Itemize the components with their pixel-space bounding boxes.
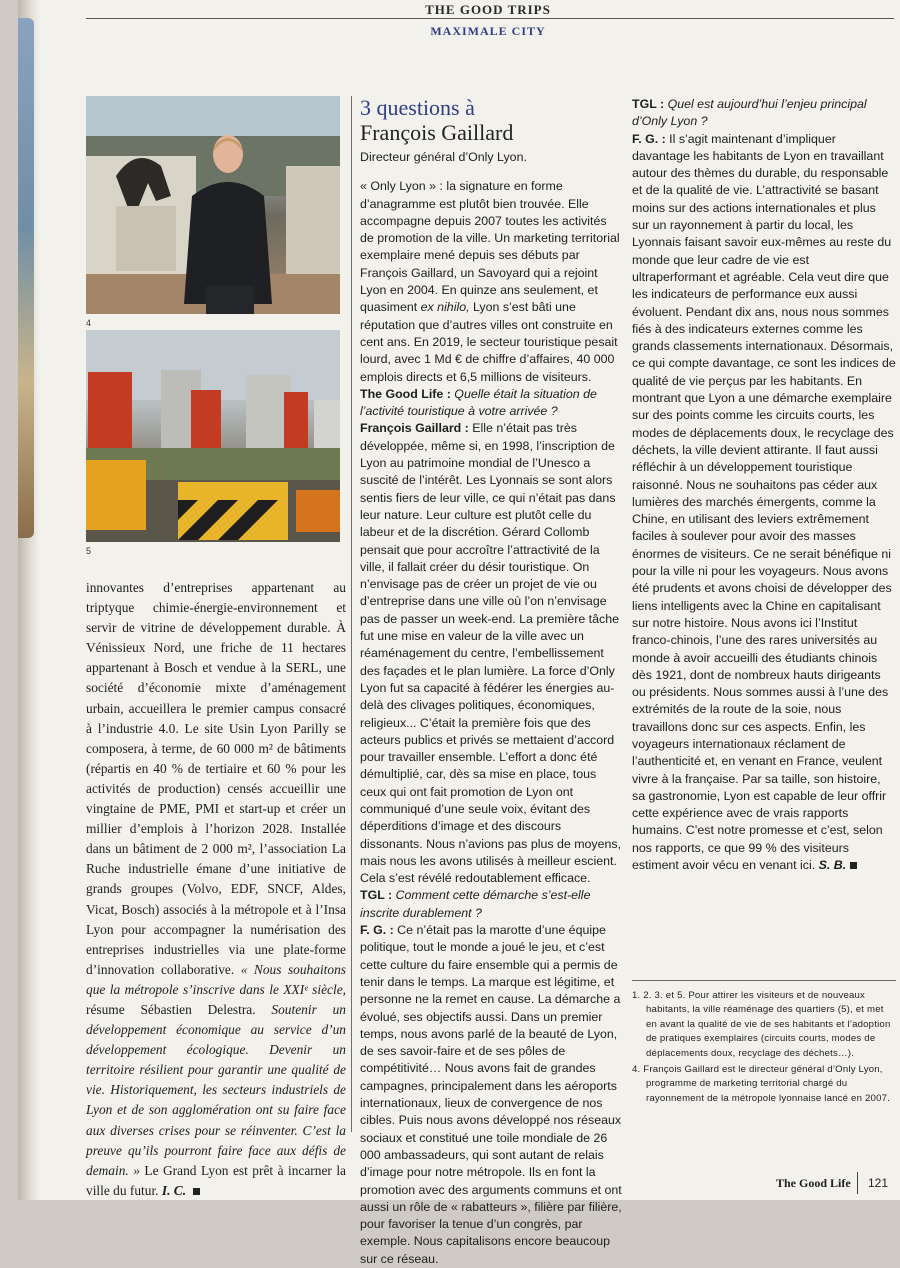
magazine-page: [18, 0, 900, 1266]
portrait-illustration: [86, 96, 340, 314]
answer-text: Il s’agit maintenant d’impliquer davantage les habitants de Lyon en travaillant autour des thèmes du durable, du responsable et de la qualité de vie. L’attractivité se basant moins sur des actions internationales et plus sur un rayonnement à partir du local, les Lyonnais faisant savoir eux-mêmes au reste du monde que leur cadre de vie est ultraperformant et agréable. Cela veut dire que les indicateurs de performance eux aussi évoluent. Pendant dix ans, nous nous sommes fiés à des indicateurs externes comme les grands classements internationaux. Désormais, ce qui compte davantage, ce sont les indices de qualité de vie perçus par les habitants. En montrant que Lyon a une démarche exemplaire sur des points comme les circuits courts, les modes de déplacements doux, le recyclage des déchets, la ville devient attirante. Il faut aussi réfléchir à un développement touristique raisonné. Nous ne souhaitons pas céder aux lumières des marchés émergents, comme la Chine, en utilisant des leviers extrêmement faciles à soulever pour avoir des masses énormes de visiteurs. Ce ne serait bénéfique ni pour la ville ni pour les voyageurs. Nous avons été prudents et avons choisi de développer des liens intelligents avec la Chine en capitalisant sur notre histoire. Nous avons ici l’Institut franco-chinois, l’une des rares universités au monde à avoir accueilli des étudiants chinois dès 1921, dont de nombreux hauts dirigeants ou présidents. Nous sommes aussi à l’une des extrémités de la route de la soie, nous travaillons donc sur ces aspects. Enfin, les voyageurs internationaux réclament de l’authenticité et, en venant en France, veulent vivre à la française. Par sa taille, son histoire, sa gastronomie, Lyon est capable de leur offrir cette expérience avec de vrais rapports humains. C’est notre promesse et c’est, selon nos rapports, ce que 99 % des visiteurs estiment avoir vécu en venant ici.: [632, 131, 896, 873]
intro-text: « Only Lyon » : la signature en forme d’anagramme est plutôt bien trouvée. Elle accompagne depuis 2007 toutes les activités de promotion de la ville. Un marketing territorial exemplaire mené depuis ses débuts par François Gaillard, un Savoyard qui a rejoint Lyon en 2004. En quinze ans seulement, et quasiment: [360, 179, 620, 315]
answer-text: Elle n’était pas très développée, même si, en 1998, l’inscription de Lyon au patrimoine mondial de l’Unesco a suscité de l’intérêt. Les Lyonnais se sont alors sentis fiers de leur ville, ce qui n’était pas dans leur nature. Leur culture est plutôt celle du labeur et de la discrétion. Gérard Collomb pensait que pour accroître l’attractivité de la ville, il fallait créer du désir touristique. On n’envisage pas de créer un projet de vie ou d’entreprise dans une ville où l’on n’envisage pas de passer un week-end. La première tâche fut une mise en valeur de la ville avec un réaménagement du centre, l’embellissement des façades et le plan lumière. La force d’Only Lyon fut sa capacité à fédérer les énergies au-delà des clivages politiques, économiques, religieux... C’était la première fois que des acteurs publics et privés se mettaient d’accord pour travailler ensemble. L’effort a donc été démultiplié, car, dès sa mise en place, tous ceux qui ont fait promotion de Lyon ont communiqué d’une seule voix, évitant des déperditions d’image et des discours dissonants. Nous n’avions pas plus de moyens, mais nous les avons utilisés à meilleur escient. Cela s’est révélé redoutablement efficace.: [360, 421, 622, 886]
header-rule: [86, 18, 894, 19]
question-label: The Good Life :: [360, 386, 451, 401]
caption: 4. François Gaillard est le directeur général d’Only Lyon, programme de marketing territorial chargé du rayonnement de la métropole lyonnaise lancé en 2007.: [632, 1064, 891, 1104]
answer-label: F. G. :: [632, 131, 666, 146]
question-1: [360, 386, 622, 421]
buildings-illustration: [86, 330, 340, 542]
question-label: TGL :: [632, 97, 665, 111]
quote-text: « Nous souhaitons que la métropole s’inscrive dans le XXIᵉ siècle,: [86, 961, 346, 997]
photo-portrait: [86, 96, 340, 314]
intro-text-2: Lyon s’est bâti une réputation que d’autres villes ont construite en cent ans. En 2019, le secteur touristique pesait lourd, avec 1 Md € de chiffre d’affaires, 40 000 emplois directs et 6,5 millions de visiteurs.: [360, 300, 618, 384]
article-text: innovantes d’entreprises appartenant au triptyque chimie-énergie-environnement et servir de vitrine de développement durable. À Vénissieux Nord, une friche de 11 hectares appartenant à Bosch et vendue à la SERL, une société d’économie mixte d’aménagement urbain, accueillera le premier campus consacré à l’industrie 4.0. Le site Usin Lyon Parilly se composera, à terme, de 60 000 m² de bâtiments (répartis en 40 % de tertiaire et 60 % pour les activités de production) censés accueillir une vingtaine de PME, PMI et start-up et créer un millier d’emplois à l’horizon 2028. Installée dans un bâtiment de 2 000 m², l’association La Ruche industrielle émane d’une initiative de grands groupes (Volvo, EDF, SNCF, Aldes, Vicat, Bosch) associés à la métropole et à l’Insa Lyon pour accompagner la numérisation des entreprises industrielles via une plate-forme d’innovation collaborative.: [86, 580, 346, 977]
question-2: [360, 887, 622, 922]
photo-captions: [632, 980, 896, 1106]
column-rule: [351, 96, 352, 1132]
quote-attribution: résume Sébastien Delestra.: [86, 1001, 272, 1017]
question-text: Comment cette démarche s’est-elle inscrite durablement ?: [360, 888, 591, 920]
end-mark: [850, 862, 857, 869]
interviewee-role: Directeur général d’Only Lyon.: [360, 150, 527, 164]
interviewee-name: François Gaillard: [360, 120, 514, 145]
author-signature: S. B.: [818, 858, 847, 873]
page-spine: [18, 0, 40, 1200]
article-column-1: [86, 578, 346, 1201]
photo-buildings: [86, 330, 340, 542]
footer-brand: The Good Life: [776, 1176, 851, 1190]
question-text: Quel est aujourd’hui l’enjeu principal d’Only Lyon ?: [632, 97, 867, 129]
end-mark: [193, 1188, 200, 1195]
article-paragraph: [86, 578, 346, 1201]
caption: 1. 2. 3. et 5. Pour attirer les visiteurs et de nouveaux habitants, la ville réaménage des quartiers (5), et met en avant la qualité de vie de ses habitants et l’adoption de pratiques exemplaires (circuits courts, modes de déplacements doux, recyclage des déchets…).: [632, 990, 891, 1059]
article-ending: Le Grand Lyon est prêt à incarner la ville du futur.: [86, 1162, 346, 1198]
footer-separator: [857, 1172, 858, 1194]
question-text: Quelle était la situation de l’activité touristique à votre arrivée ?: [360, 386, 597, 419]
author-signature: I. C.: [161, 1182, 187, 1198]
quote-text-2: Soutenir un développement économique au service d’un développement écologique. Devenir un territoire résilient pour garantir une qualité de vie. Historiquement, les secteurs industriels de Lyon et de son agglomération ont su faire face aux diverses crises pour se réinventer. C’est la preuve qu’ils pourront faire face aux défis de demain. »: [86, 1001, 346, 1178]
photo-number: 5: [86, 546, 92, 556]
answer-label: François Gaillard :: [360, 421, 469, 436]
interview-column-2: [360, 95, 622, 1266]
interview-column-3: [632, 96, 896, 976]
previous-page-edge-image: [18, 18, 34, 538]
answer-2: [360, 922, 622, 1268]
subsection-title: MAXIMALE CITY: [430, 24, 546, 38]
question-label: TGL :: [360, 888, 393, 903]
question-3: [632, 96, 896, 131]
page-number: 121: [868, 1176, 889, 1190]
section-title: THE GOOD TRIPS: [425, 2, 551, 17]
answer-text: Ce n’était pas la marotte d’une équipe politique, tout le monde a joué le jeu, et c’est cette culture du faire ensemble qui a permis de tenir dans le temps. La marque est légitime, et personne ne la remet en cause. La démarche a évolué, ses objectifs aussi. Dans un premier temps, nous avons parlé de la beauté de Lyon, de ses savoir-faire et de ses pôles de compétitivité… Nous avons fait de grandes campagnes, principalement dans les aéroports internationaux, lieux de convergence de nos cibles. Puis nous avons développé nos réseaux sociaux et constitué une toile mondiale de 26 000 ambassadeurs, qui sont autant de relais d’image pour notre métropole. Ils en font la promotion avec des arguments communs et ont aussi un rôle de « rabatteurs », filière par filière, pour favoriser la tenue d’un congrès, par exemple. Nous capitalisons encore beaucoup sur ce réseau.: [360, 923, 622, 1266]
intro-emphasis: ex nihilo,: [420, 300, 470, 315]
interview-heading: 3 questions à: [360, 95, 475, 120]
answer-label: F. G. :: [360, 923, 394, 938]
photo-number: 4: [86, 318, 92, 328]
answer-1: [360, 420, 622, 887]
interview-intro: [360, 178, 622, 386]
answer-3: [632, 131, 896, 875]
